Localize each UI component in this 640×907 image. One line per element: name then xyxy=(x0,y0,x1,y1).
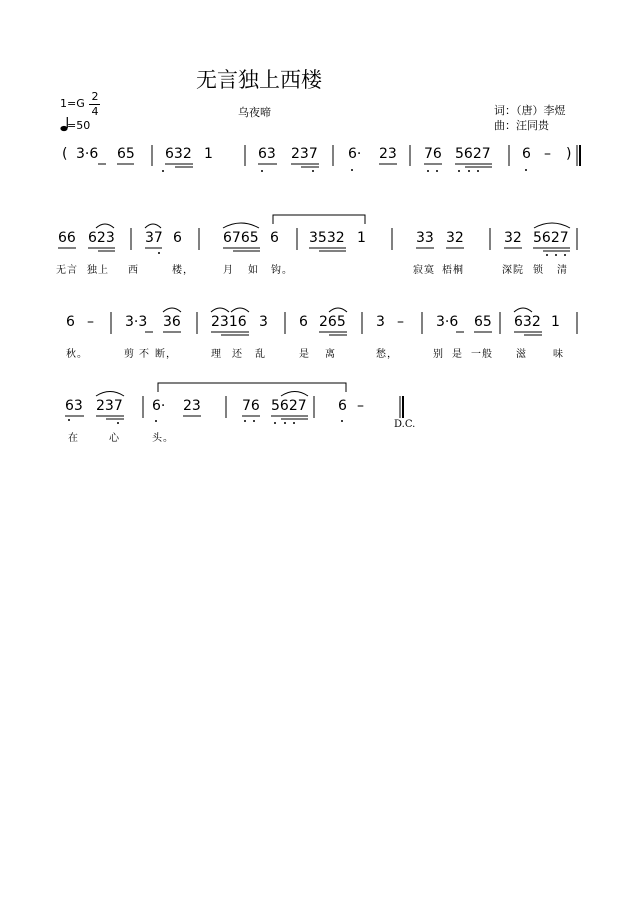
lyric-syllable: 梧桐 xyxy=(442,265,464,276)
note-group: 3·6 xyxy=(436,314,459,330)
slur xyxy=(163,308,181,312)
lyric-syllable: 还 xyxy=(232,349,243,360)
octave-dot xyxy=(162,170,164,172)
note-group: 6 xyxy=(270,230,279,246)
lyric-syllable: 如 xyxy=(248,265,259,276)
note-dash: – xyxy=(544,146,551,162)
note-group: 3 xyxy=(376,314,385,330)
note-group: 32 xyxy=(504,230,522,246)
octave-dot xyxy=(293,422,295,424)
octave-dot xyxy=(341,420,343,422)
lyric-syllable: 心 xyxy=(109,433,120,444)
lyric-syllable: 不 xyxy=(139,349,150,360)
note-group: 2316 xyxy=(211,314,247,330)
note-group: 6 xyxy=(173,230,182,246)
slur xyxy=(514,308,532,312)
lyric-syllable: 头。 xyxy=(152,433,174,444)
slur xyxy=(145,224,161,228)
note-group: 23 xyxy=(183,398,201,414)
lyric-syllable: 月 xyxy=(223,265,234,276)
open-paren: ( xyxy=(62,146,68,162)
note-dash: – xyxy=(87,314,94,330)
lyric-syllable: 西 xyxy=(128,265,139,276)
octave-dot xyxy=(351,169,353,171)
note-group: 1 xyxy=(204,146,213,162)
tempo-marking: =50 xyxy=(67,119,91,132)
slur xyxy=(231,308,249,312)
lyric-syllable: 独上 xyxy=(87,265,109,276)
octave-dot xyxy=(158,252,160,254)
octave-dot xyxy=(274,422,276,424)
note-group: 32 xyxy=(446,230,464,246)
key-signature: 1=G xyxy=(60,97,85,110)
note-group: 5627 xyxy=(533,230,569,246)
octave-dot xyxy=(117,422,119,424)
composer-credit: 曲：汪同贵 xyxy=(494,119,549,132)
octave-dot xyxy=(253,420,255,422)
note-group: 6· xyxy=(152,398,166,414)
note-group: 6 xyxy=(299,314,308,330)
octave-dot xyxy=(468,170,470,172)
note-group: 6· xyxy=(348,146,362,162)
note-group: 3 xyxy=(259,314,268,330)
da-capo-mark: D.C. xyxy=(394,419,416,430)
note-group: 237 xyxy=(291,146,318,162)
slur xyxy=(534,223,570,228)
note-group: 623 xyxy=(88,230,115,246)
lyric-syllable: 滋 xyxy=(516,349,527,360)
note-group: 37 xyxy=(145,230,163,246)
note-dash: – xyxy=(397,314,404,330)
note-group: 65 xyxy=(474,314,492,330)
lyric-syllable: 乱 xyxy=(255,349,266,360)
octave-dot xyxy=(284,422,286,424)
lyricist-credit: 词：（唐）李煜 xyxy=(494,104,566,117)
lyric-syllable: 秋。 xyxy=(66,349,88,360)
lyric-syllable: 寂寞 xyxy=(413,265,435,276)
lyric-syllable: 味 xyxy=(553,349,564,360)
lyric-syllable: 在 xyxy=(68,433,79,444)
octave-dot xyxy=(68,419,70,421)
note-group: 3·3 xyxy=(125,314,148,330)
lyric-syllable: 理 xyxy=(211,349,222,360)
phrase-bracket xyxy=(158,383,346,392)
note-group: 6 xyxy=(338,398,347,414)
note-group: 632 xyxy=(514,314,541,330)
lyric-syllable: 愁， xyxy=(376,349,398,360)
note-group: 63 xyxy=(65,398,83,414)
octave-dot xyxy=(427,170,429,172)
note-group: 65 xyxy=(117,146,135,162)
octave-dot xyxy=(477,170,479,172)
tune-name: 乌夜啼 xyxy=(238,106,271,119)
octave-dot xyxy=(525,169,527,171)
time-signature-bottom: 4 xyxy=(91,105,99,118)
note-group: 6 xyxy=(66,314,75,330)
note-group: 5627 xyxy=(455,146,491,162)
lyric-syllable: 一般 xyxy=(471,349,493,360)
octave-dot xyxy=(244,420,246,422)
note-group: 3·6 xyxy=(76,146,99,162)
lyric-syllable: 无言 xyxy=(56,265,78,276)
note-group: 265 xyxy=(319,314,346,330)
octave-dot xyxy=(555,254,557,256)
note-group: 237 xyxy=(96,398,123,414)
lyric-syllable: 剪 xyxy=(124,349,135,360)
lyric-syllable: 断， xyxy=(155,349,177,360)
lyric-syllable: 是 xyxy=(299,349,310,360)
octave-dot xyxy=(155,420,157,422)
note-group: 632 xyxy=(165,146,192,162)
octave-dot xyxy=(436,170,438,172)
phrase-bracket xyxy=(273,215,365,224)
time-signature-top: 2 xyxy=(91,90,99,103)
slur xyxy=(96,224,114,228)
note-group: 6 xyxy=(522,146,531,162)
note-dash: – xyxy=(357,398,364,414)
lyric-syllable: 别 xyxy=(433,349,444,360)
slur xyxy=(329,308,347,312)
note-group: 63 xyxy=(258,146,276,162)
note-group: 3532 xyxy=(309,230,345,246)
slur xyxy=(281,392,308,397)
octave-dot xyxy=(312,170,314,172)
note-group: 6765 xyxy=(223,230,259,246)
slur xyxy=(223,223,259,228)
lyric-syllable: 楼， xyxy=(172,265,194,276)
note-group: 33 xyxy=(416,230,434,246)
note-group: 36 xyxy=(163,314,181,330)
octave-dot xyxy=(261,170,263,172)
octave-dot xyxy=(546,254,548,256)
note-group: 76 xyxy=(424,146,442,162)
song-title: 无言独上西楼 xyxy=(196,68,322,92)
note-group: 66 xyxy=(58,230,76,246)
close-paren: ) xyxy=(566,146,572,162)
note-group: 23 xyxy=(379,146,397,162)
note-group: 1 xyxy=(357,230,366,246)
slur xyxy=(96,392,124,397)
lyric-syllable: 锁 xyxy=(533,265,544,276)
lyric-syllable: 钩。 xyxy=(271,265,293,276)
lyric-syllable: 离 xyxy=(325,349,336,360)
octave-dot xyxy=(564,254,566,256)
lyric-syllable: 是 xyxy=(452,349,463,360)
slur xyxy=(211,308,229,312)
lyric-syllable: 清 xyxy=(557,265,568,276)
lyric-syllable: 深院 xyxy=(502,265,524,276)
note-group: 1 xyxy=(551,314,560,330)
octave-dot xyxy=(458,170,460,172)
note-group: 5627 xyxy=(271,398,307,414)
note-group: 76 xyxy=(242,398,260,414)
